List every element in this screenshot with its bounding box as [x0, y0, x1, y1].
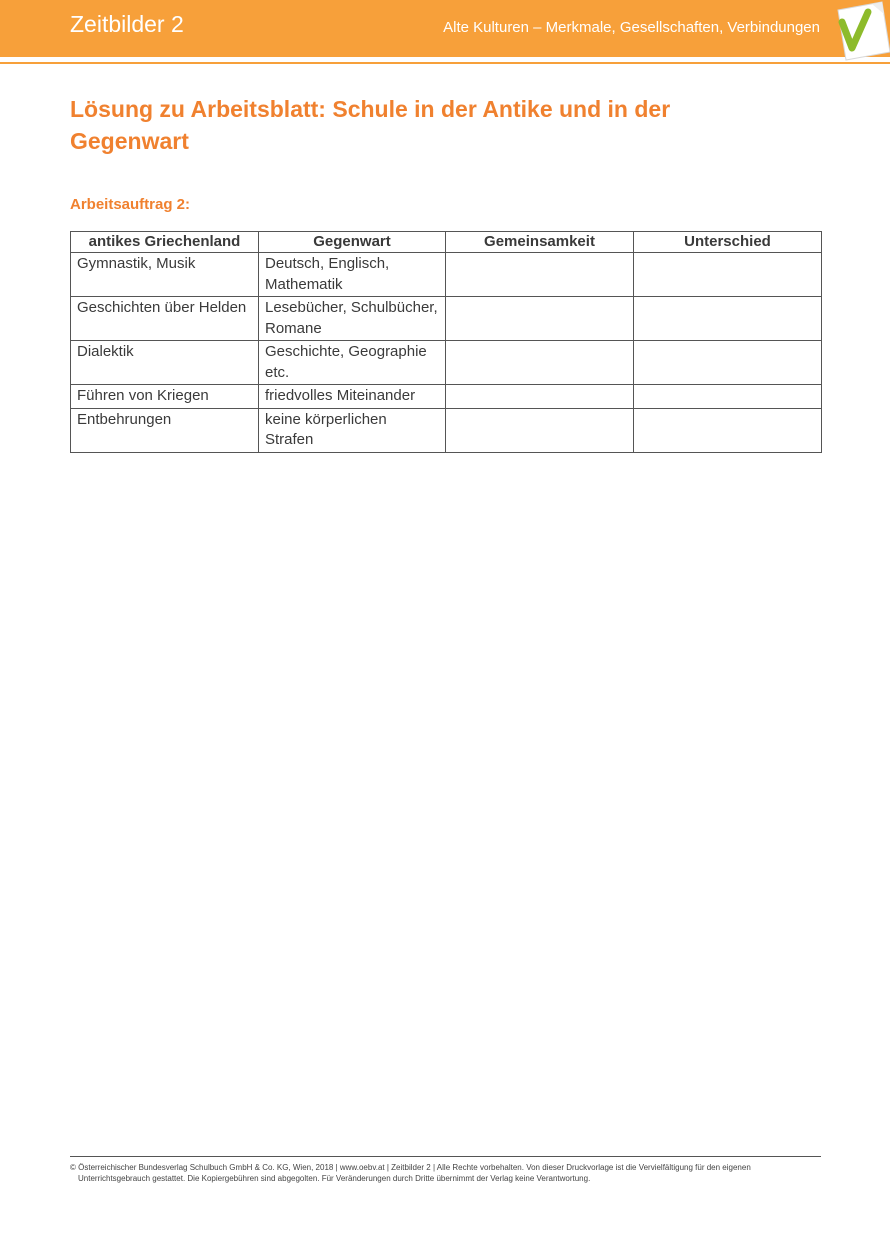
comparison-table	[70, 231, 822, 453]
table-cell	[446, 297, 634, 341]
table-cell	[446, 253, 634, 297]
table-cell: keine körperlichen Strafen	[259, 408, 446, 452]
table-cell	[634, 297, 822, 341]
table-cell	[634, 341, 822, 385]
table-row	[71, 297, 822, 341]
table-row	[71, 385, 822, 409]
header-subtitle: Alte Kulturen – Merkmale, Gesellschaften, Verbindungen	[443, 19, 820, 36]
table-cell: Geschichten über Helden	[71, 297, 259, 341]
table-cell: friedvolles Miteinander	[259, 385, 446, 409]
footer-line-1: © Österreichischer Bundesverlag Schulbuch GmbH & Co. KG, Wien, 2018 | www.oebv.at | Zeitbilder 2 | Alle Rechte vorbehalten. Von dieser Druckvorlage ist die Vervielfältigung für den eigenen	[70, 1163, 751, 1172]
task-label: Arbeitsauftrag 2:	[70, 196, 191, 213]
table-header-row	[71, 232, 822, 253]
footer-copyright	[70, 1162, 821, 1184]
table-row	[71, 253, 822, 297]
table-cell: Dialektik	[71, 341, 259, 385]
column-header: Gegenwart	[259, 232, 446, 253]
table-row	[71, 341, 822, 385]
table-cell	[446, 385, 634, 409]
column-header: Gemeinsamkeit	[446, 232, 634, 253]
table-cell	[634, 385, 822, 409]
page-title: Lösung zu Arbeitsblatt: Schule in der Antike und in der Gegenwart	[70, 96, 671, 154]
checkmark-logo-icon	[832, 0, 890, 62]
table-cell	[634, 408, 822, 452]
table-cell: Entbehrungen	[71, 408, 259, 452]
table-cell	[446, 408, 634, 452]
table-cell: Deutsch, Englisch, Mathematik	[259, 253, 446, 297]
footer-divider	[70, 1156, 821, 1157]
footer-line-2: Unterrichtsgebrauch gestattet. Die Kopiergebühren sind abgegolten. Für Veränderungen durch Dritte übernimmt der Verlag keine Verantwortung.	[78, 1174, 591, 1183]
table-cell	[634, 253, 822, 297]
table-row	[71, 408, 822, 452]
column-header: antikes Griechenland	[71, 232, 259, 253]
header-divider	[0, 62, 890, 64]
table-cell: Geschichte, Geographie etc.	[259, 341, 446, 385]
table-cell: Gymnastik, Musik	[71, 253, 259, 297]
table-cell: Führen von Kriegen	[71, 385, 259, 409]
table-cell: Lesebücher, Schulbücher, Romane	[259, 297, 446, 341]
table-cell	[446, 341, 634, 385]
brand-title: Zeitbilder 2	[70, 11, 184, 37]
column-header: Unterschied	[634, 232, 822, 253]
